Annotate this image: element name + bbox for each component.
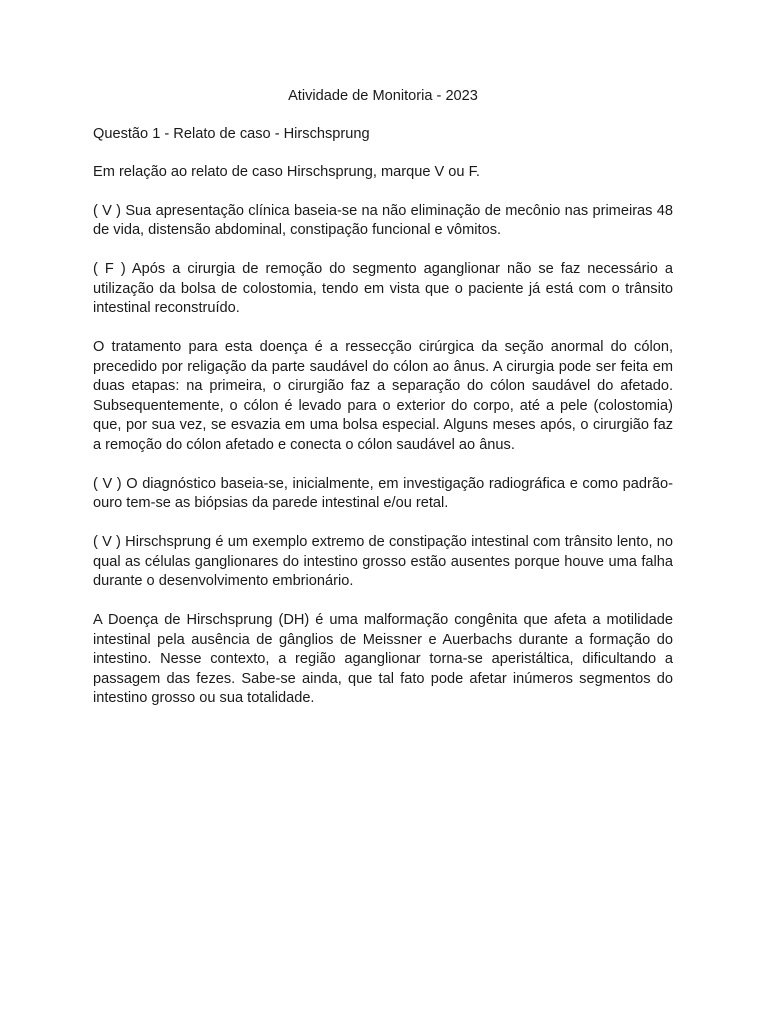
statement-5	[93, 533, 673, 592]
answer-mark: ( F )	[93, 261, 126, 277]
document-title: Atividade de Monitoria - 2023	[288, 88, 478, 104]
statement-1	[93, 202, 673, 241]
question-heading: Questão 1 - Relato de caso - Hirschsprung	[93, 125, 370, 142]
statement-6	[93, 611, 673, 709]
statement-text: Hirschsprung é um exemplo extremo de constipação intestinal com trânsito lento, no qual as células ganglionares do intestino grosso estão ausentes porque houve uma falha durante o desenvolvimento embrionário.	[93, 534, 673, 589]
statement-4	[93, 475, 673, 514]
statement-text: O tratamento para esta doença é a ressecção cirúrgica da seção anormal do cólon, precedido por religação da parte saudável do cólon ao ânus. A cirurgia pode ser feita em duas etapas: na primeira, o cirurgião faz a separação do cólon saudável do afetado. Subsequentemente, o cólon é levado para o exterior do corpo, até a pele (colostomia) que, por sua vez, se esvazia em uma bolsa especial. Alguns meses após, o cirurgião faz a remoção do cólon afetado e conecta o cólon saudável ao ânus.	[93, 339, 673, 453]
statement-text: A Doença de Hirschsprung (DH) é uma malformação congênita que afeta a motilidade intestinal pela ausência de gânglios de Meissner e Auerbachs durante a formação do intestino. Nesse contexto, a região aganglionar torna-se aperistáltica, dificultando a passagem das fezes. Sabe-se ainda, que tal fato pode afetar inúmeros segmentos do intestino grosso ou sua totalidade.	[93, 612, 673, 706]
statement-text: O diagnóstico baseia-se, inicialmente, em investigação radiográfica e como padrão-ouro tem-se as biópsias da parede intestinal e/ou retal.	[93, 475, 673, 511]
answer-mark: ( V )	[93, 202, 122, 219]
statement-text: Sua apresentação clínica baseia-se na não eliminação de mecônio nas primeiras 48 de vida, distensão abdominal, constipação funcional e vômitos.	[93, 202, 673, 238]
question-instructions: Em relação ao relato de caso Hirschsprung, marque V ou F.	[93, 164, 480, 180]
answer-mark: ( V )	[93, 475, 122, 492]
document-page	[93, 87, 673, 728]
statement-text: Após a cirurgia de remoção do segmento aganglionar não se faz necessário a utilização da bolsa de colostomia, tendo em vista que o paciente já está com o trânsito intestinal reconstruído.	[93, 261, 673, 316]
statement-3	[93, 338, 673, 455]
answer-mark: ( V )	[93, 534, 121, 550]
statement-2	[93, 260, 673, 319]
